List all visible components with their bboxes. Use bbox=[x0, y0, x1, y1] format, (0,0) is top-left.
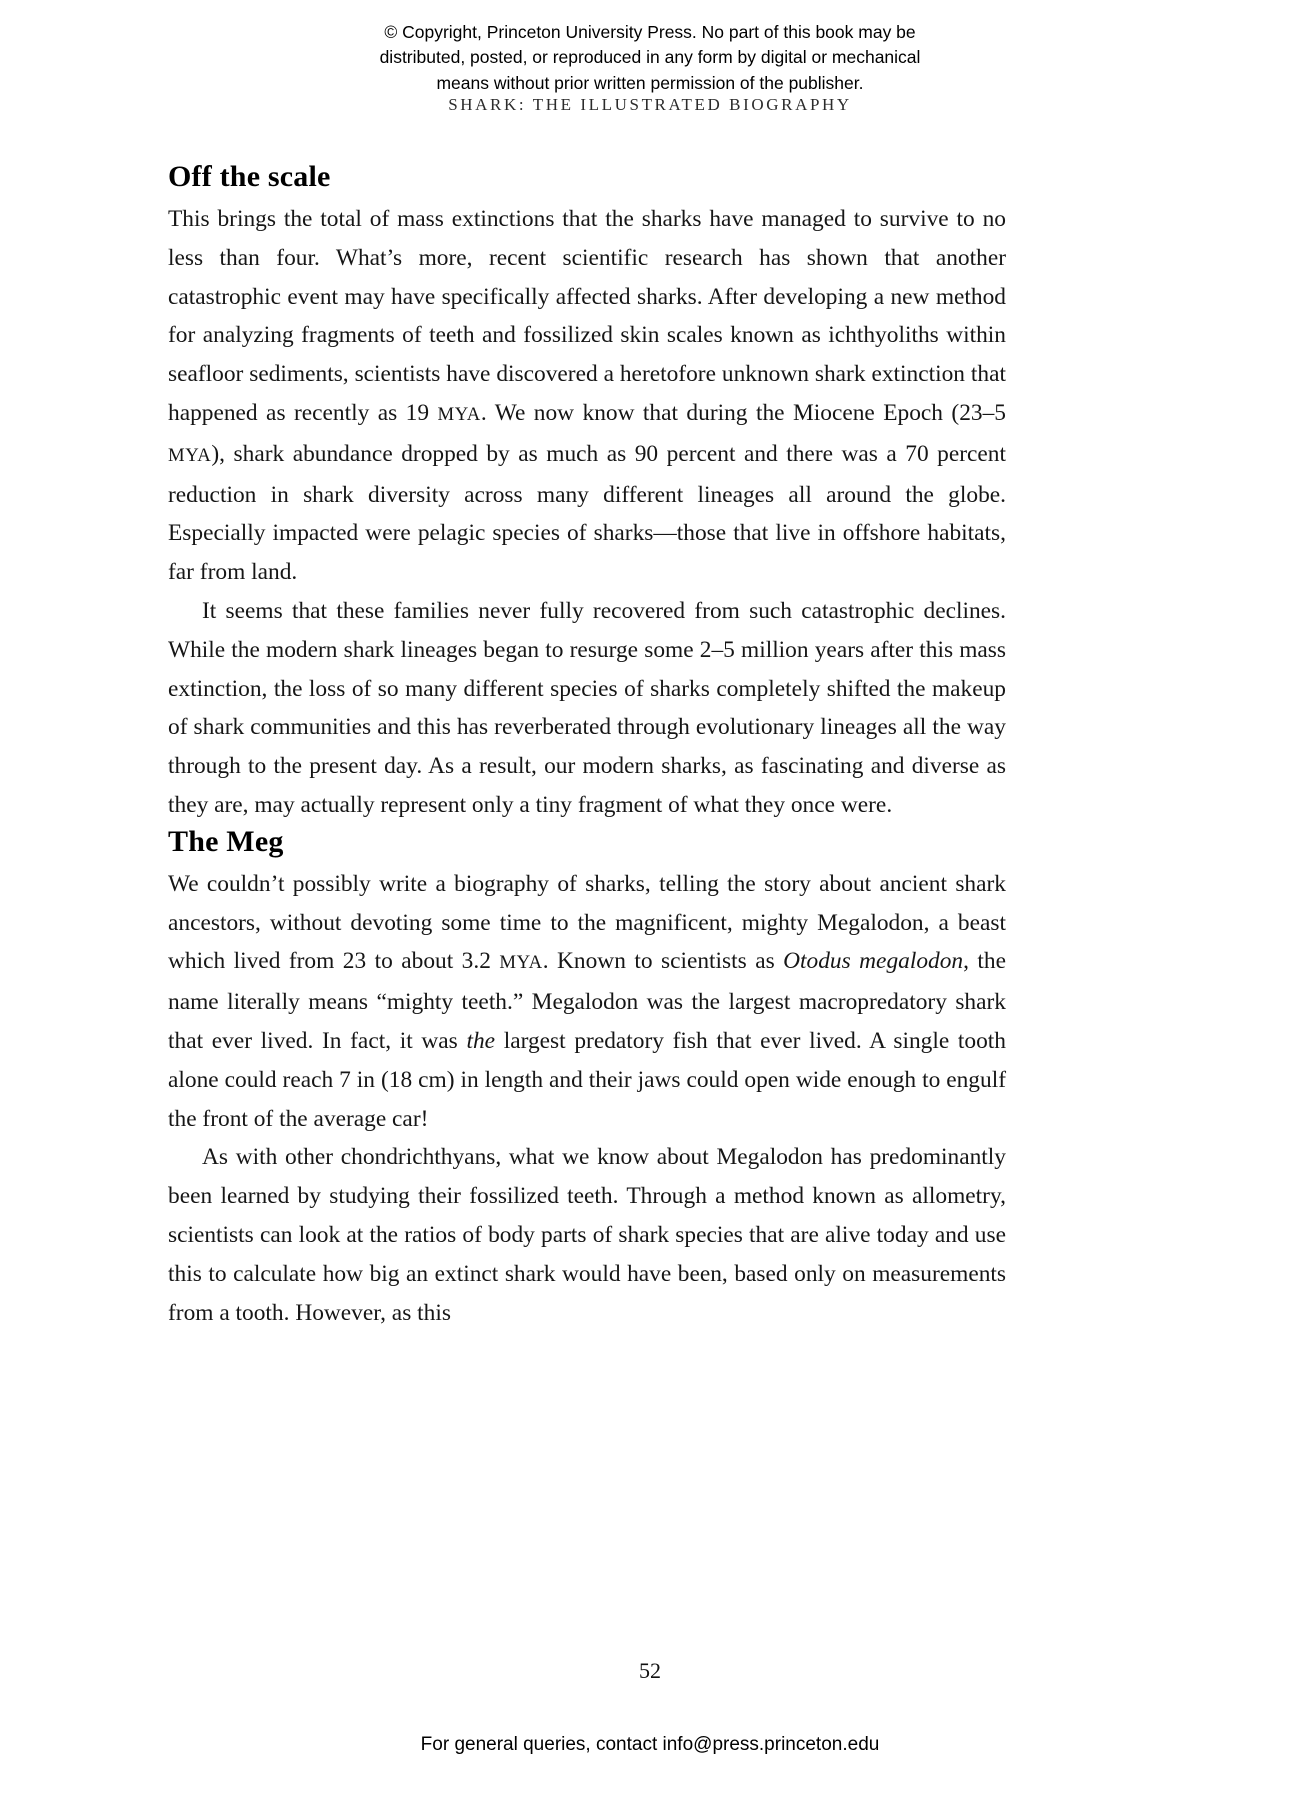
paragraph-off-the-scale-1 bbox=[168, 200, 1006, 592]
text-run: . Known to scientists as bbox=[542, 948, 784, 975]
paragraph-off-the-scale-2 bbox=[168, 592, 1006, 825]
text-run: We couldn’t possibly write a biography of sharks, telling the story about ancient shark ancestors, without devoting some time to the magnificent, mighty Megalodon, a beast which lived from 23 to about 3.2 bbox=[168, 870, 1006, 975]
italic-emphasis: the bbox=[466, 1027, 496, 1054]
text-run: , the name literally means “mighty teeth.” Megalodon was the largest macropredatory shark that ever lived. In fact, it was bbox=[168, 948, 1006, 1054]
text-run: This brings the total of mass extinctions that the sharks have managed to survive to no less than four. What’s more, recent scientific research has shown that another catastrophic event may have specifically affected sharks. After developing a new method for analyzing fragments of teeth and fossilized skin scales known as ichthyoliths within seafloor sediments, scientists have discovered a heretofore unknown shark extinction that happened as recently as 19 bbox=[168, 206, 1006, 426]
section-heading-off-the-scale: Off the scale bbox=[168, 160, 331, 193]
small-caps-mya: MYA bbox=[437, 403, 481, 425]
small-caps-mya: MYA bbox=[499, 952, 543, 974]
copyright-line-2: distributed, posted, or reproduced in any form by digital or mechanical bbox=[379, 47, 921, 68]
copyright-notice bbox=[0, 20, 1300, 96]
section-heading-the-meg: The Meg bbox=[168, 824, 284, 858]
text-run: As with other chondrichthyans, what we know about Megalodon has predominantly been learned by studying their fossilized teeth. Through a method known as allometry, scientists can look at the ratios of body parts of shark species that are alive today and use this to calculate how big an extinct shark would have been, based only on measurements from a tooth. However, as this bbox=[168, 1144, 1006, 1326]
italic-species-name: Otodus megalodon bbox=[783, 948, 964, 975]
text-run: . We now know that during the Miocene Epoch (23–5 bbox=[480, 399, 1007, 426]
running-head: SHARK: THE ILLUSTRATED BIOGRAPHY bbox=[448, 95, 852, 114]
copyright-line-1: © Copyright, Princeton University Press. No part of this book may be bbox=[384, 22, 916, 42]
footer-contact-line: For general queries, contact info@press.princeton.edu bbox=[420, 1734, 880, 1755]
text-run: It seems that these families never fully recovered from such catastrophic declines. While the modern shark lineages began to resurge some 2–5 million years after this mass extinction, the loss of so many different species of sharks completely shifted the makeup of shark communities and this has reverberated through evolutionary lineages all the way through to the present day. As a result, our modern sharks, as fascinating and diverse as they are, may actually represent only a tiny fragment of what they once were. bbox=[168, 597, 1006, 818]
text-run: ), shark abundance dropped by as much as 90 percent and there was a 70 percent reduction in shark diversity across many different lineages all around the globe. Especially impacted were pelagic species of sharks—those that live in offshore habitats, far from land. bbox=[168, 440, 1006, 586]
paragraph-the-meg-2 bbox=[168, 1138, 1006, 1332]
page-number: 52 bbox=[639, 1658, 661, 1683]
paragraph-the-meg-1 bbox=[168, 865, 1006, 1139]
copyright-line-3: means without prior written permission of the publisher. bbox=[436, 72, 864, 93]
text-column bbox=[168, 160, 1006, 1332]
small-caps-mya: MYA bbox=[168, 444, 212, 466]
text-run: largest predatory fish that ever lived. A single tooth alone could reach 7 in (18 cm) in length and their jaws could open wide enough to engulf the front of the average car! bbox=[168, 1027, 1007, 1132]
